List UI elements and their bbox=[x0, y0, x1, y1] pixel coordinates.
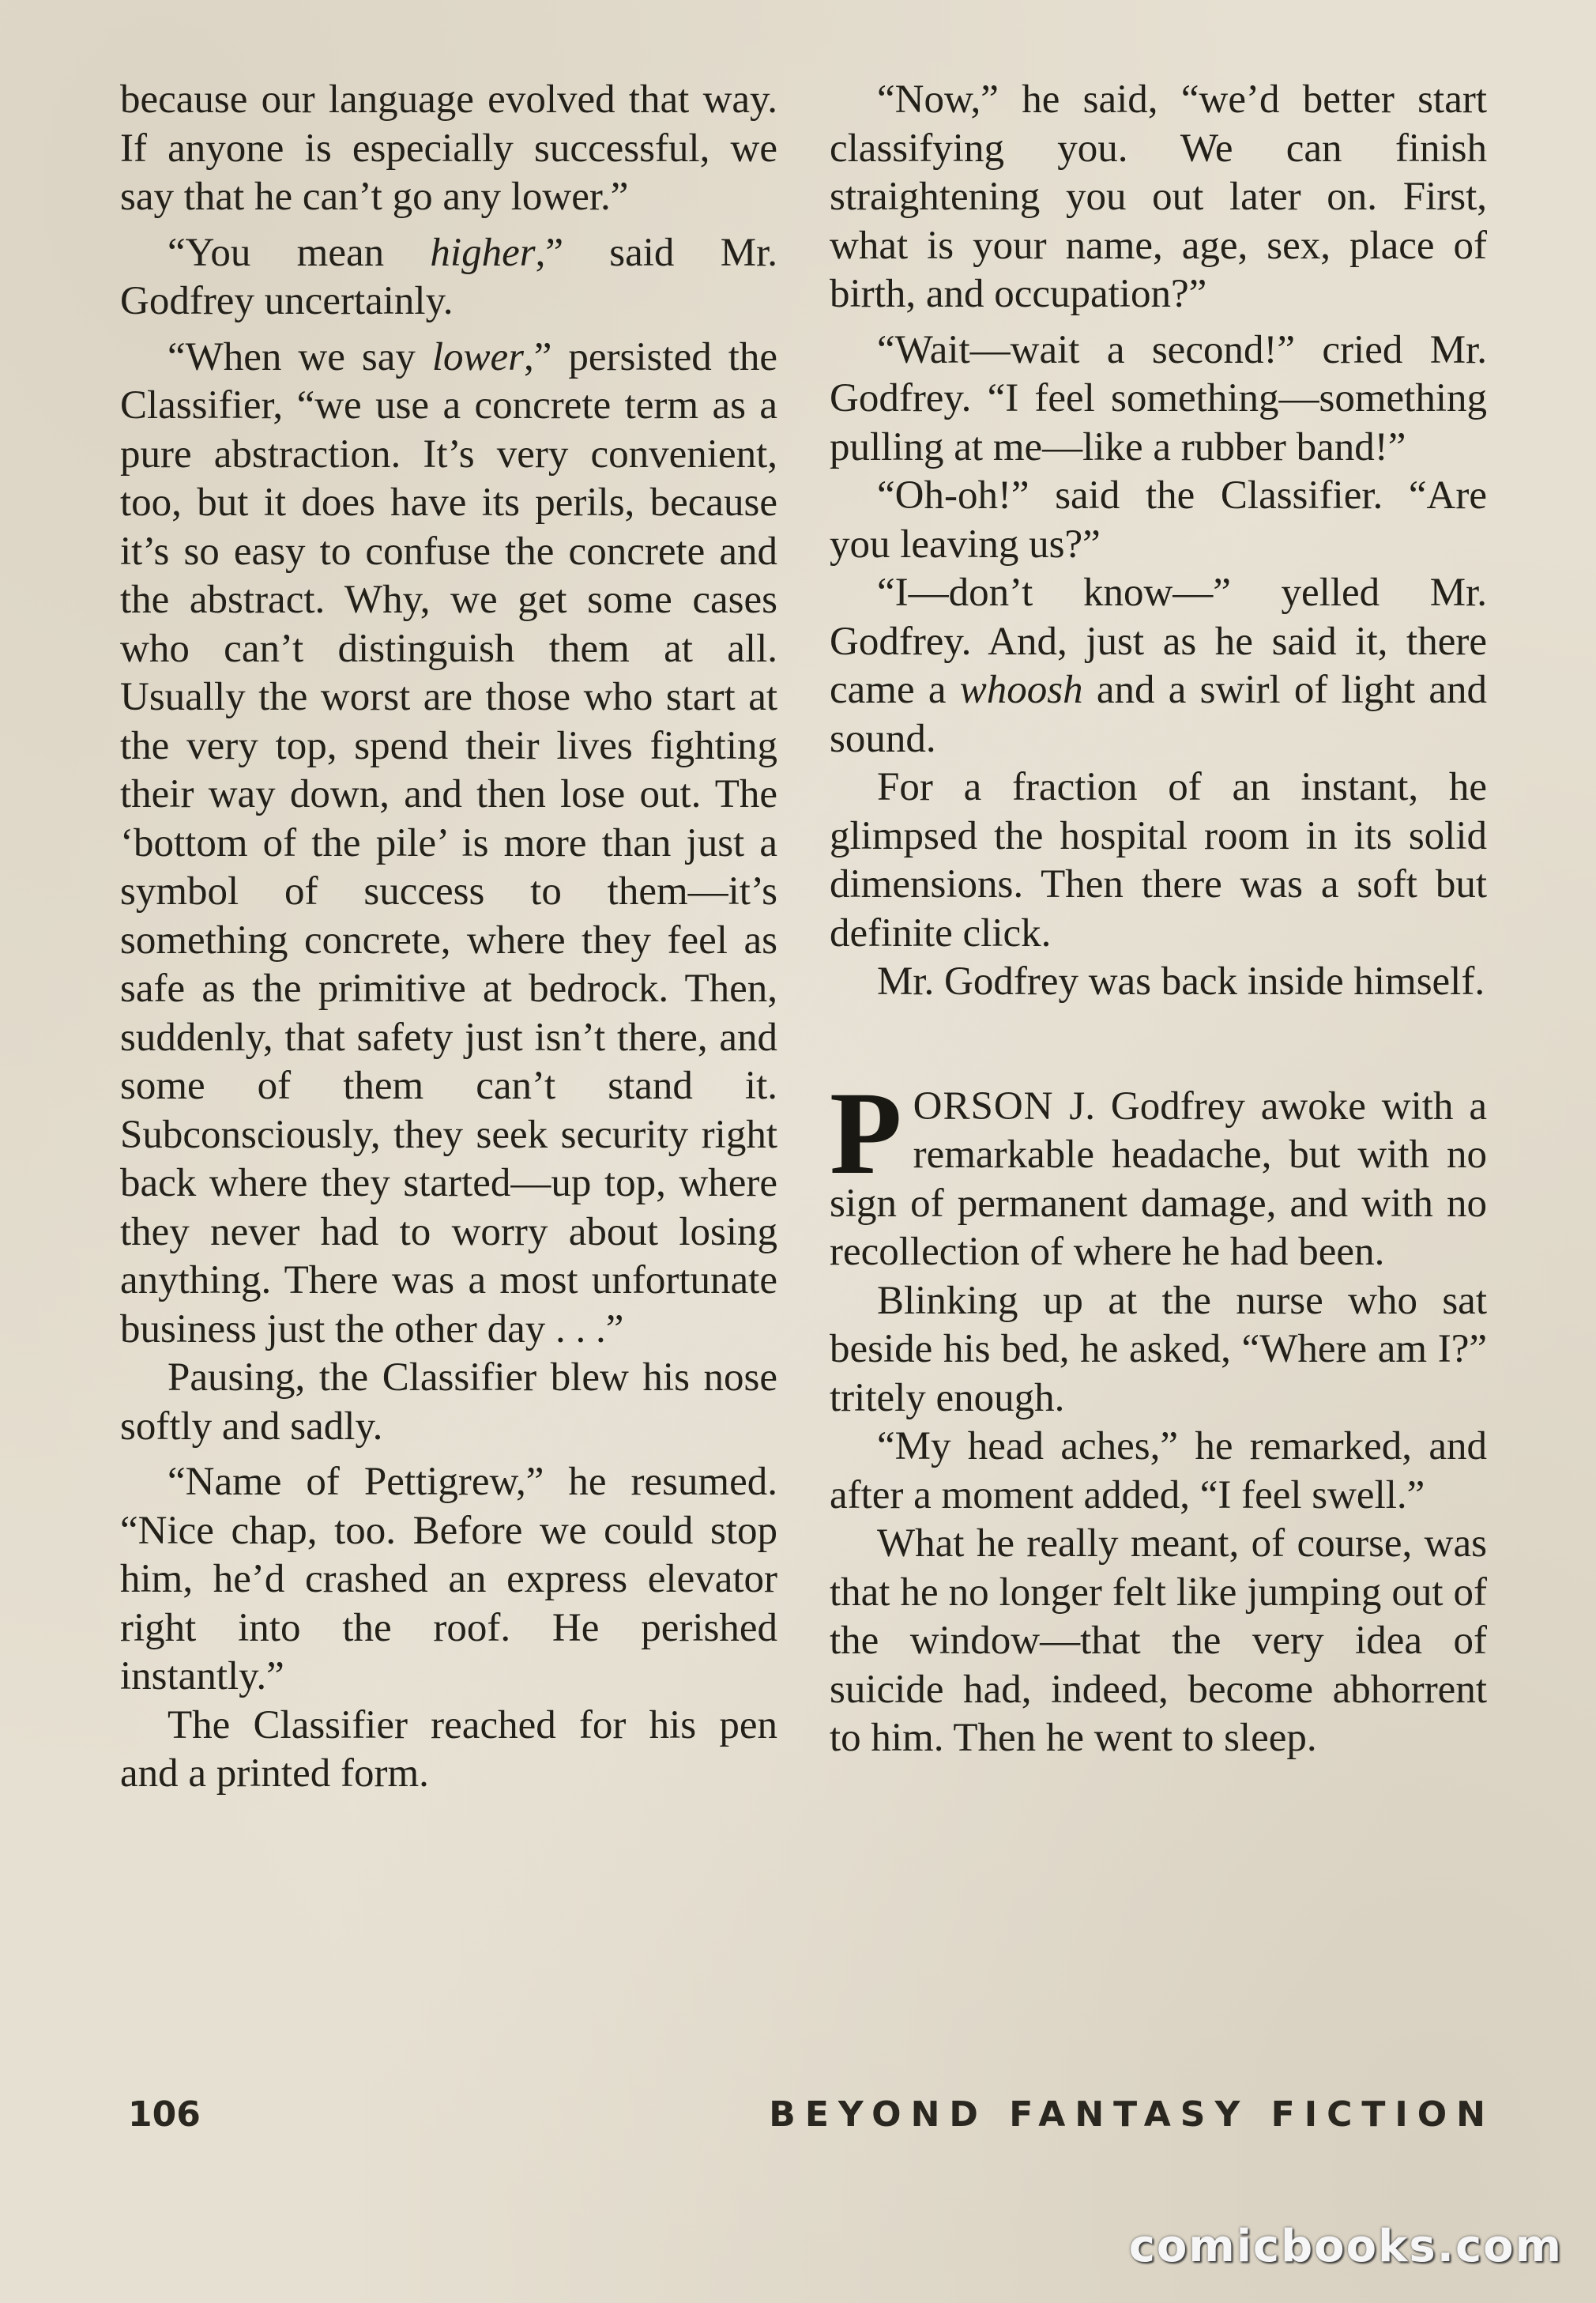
emphasis: whoosh bbox=[959, 668, 1083, 712]
paragraph bbox=[120, 334, 777, 1355]
text-run: “You mean bbox=[168, 230, 431, 275]
paragraph bbox=[830, 569, 1487, 763]
text-run: “When we say bbox=[168, 334, 432, 379]
paragraph: Blinking up at the nurse who sat beside his bed, he asked, “Where am I?” tritely enough. bbox=[830, 1278, 1487, 1420]
running-title: BEYOND FANTASY FICTION bbox=[769, 2094, 1495, 2135]
paragraph: For a fraction of an instant, he glimpsed the hospital room in its solid dimensions. Then there was a soft but definite click. bbox=[830, 765, 1487, 956]
emphasis: lower bbox=[431, 334, 525, 379]
paragraph: The Classifier reached for his pen and a printed form. bbox=[120, 1702, 777, 1796]
paragraph: “Wait—wait a second!” cried Mr. Godfrey. “I feel something—something pulling at me—like a rubber band!” bbox=[830, 327, 1487, 469]
text-run: J. Godfrey awoke with a remarkable headache, but with no sign of permanent damage, and with no recollection of where he had been. bbox=[830, 1084, 1487, 1274]
page-number: 106 bbox=[128, 2094, 201, 2135]
paragraph: Pausing, the Classifier blew his nose softly and sadly. bbox=[120, 1355, 777, 1449]
text-run: and a swirl of light and sound. bbox=[830, 668, 1487, 761]
watermark-logo: comicbooks.com bbox=[1128, 2221, 1563, 2272]
drop-cap: P bbox=[830, 1067, 902, 1199]
small-caps-name: ORSON bbox=[913, 1084, 1054, 1129]
paragraph: because our language evolved that way. If anyone is especially successful, we say that he can’t go any lower.” bbox=[120, 77, 777, 219]
paragraph: “Oh-oh!” said the Classifier. “Are you leaving us?” bbox=[830, 473, 1487, 567]
paragraph: “My head aches,” he remarked, and after a moment added, “I feel swell.” bbox=[830, 1424, 1487, 1517]
paragraph bbox=[120, 229, 777, 326]
paragraph: “Now,” he said, “we’d better start classifying you. We can finish straightening you out later on. First, what is your name, age, sex, place of birth, and occupation?” bbox=[830, 77, 1487, 316]
paragraph: “Name of Pettigrew,” he resumed. “Nice chap, too. Before we could stop him, he’d crashed an express elevator right into the roof. He perished instantly.” bbox=[120, 1460, 777, 1698]
text-run: ,” persisted the Classifier, “we use a concrete term as a pure abstraction. It’s very convenient, too, but it does have its perils, because it’s so easy to confuse the concrete and the abstract. Why, we get some cases who can’t distinguish them at all. Usually the worst are those who start at the very top, spend their lives fighting their way down, and then lose out. The ‘bottom of the pile’ is more than just a symbol of success to them—it’s something concrete, where they feel as safe as the primitive at bedrock. Then, suddenly, that safety just isn’t there, and some of them can’t stand it. Subconsciously, they seek security right back where they started—up top, where they never had to worry about losing anything. There was a most unfortunate business just the other day . . .” bbox=[120, 334, 778, 1351]
left-text-column bbox=[120, 76, 777, 1799]
emphasis: higher bbox=[430, 230, 536, 275]
paragraph: Mr. Godfrey was back inside himself. bbox=[877, 959, 1485, 1004]
section-opening-paragraph bbox=[830, 1067, 1487, 1277]
right-text-column bbox=[830, 76, 1487, 1763]
page-footer bbox=[120, 2094, 1495, 2142]
paragraph: What he really meant, of course, was that he no longer felt like jumping out of the window—that the very idea of suicide had, indeed, become abhorrent to him. Then he went to sleep. bbox=[830, 1521, 1487, 1760]
text-run: “I—don’t know—” yelled Mr. Godfrey. And, just as he said it, there came a bbox=[830, 571, 1487, 712]
text-run: ,” said Mr. Godfrey uncertainly. bbox=[120, 230, 777, 323]
